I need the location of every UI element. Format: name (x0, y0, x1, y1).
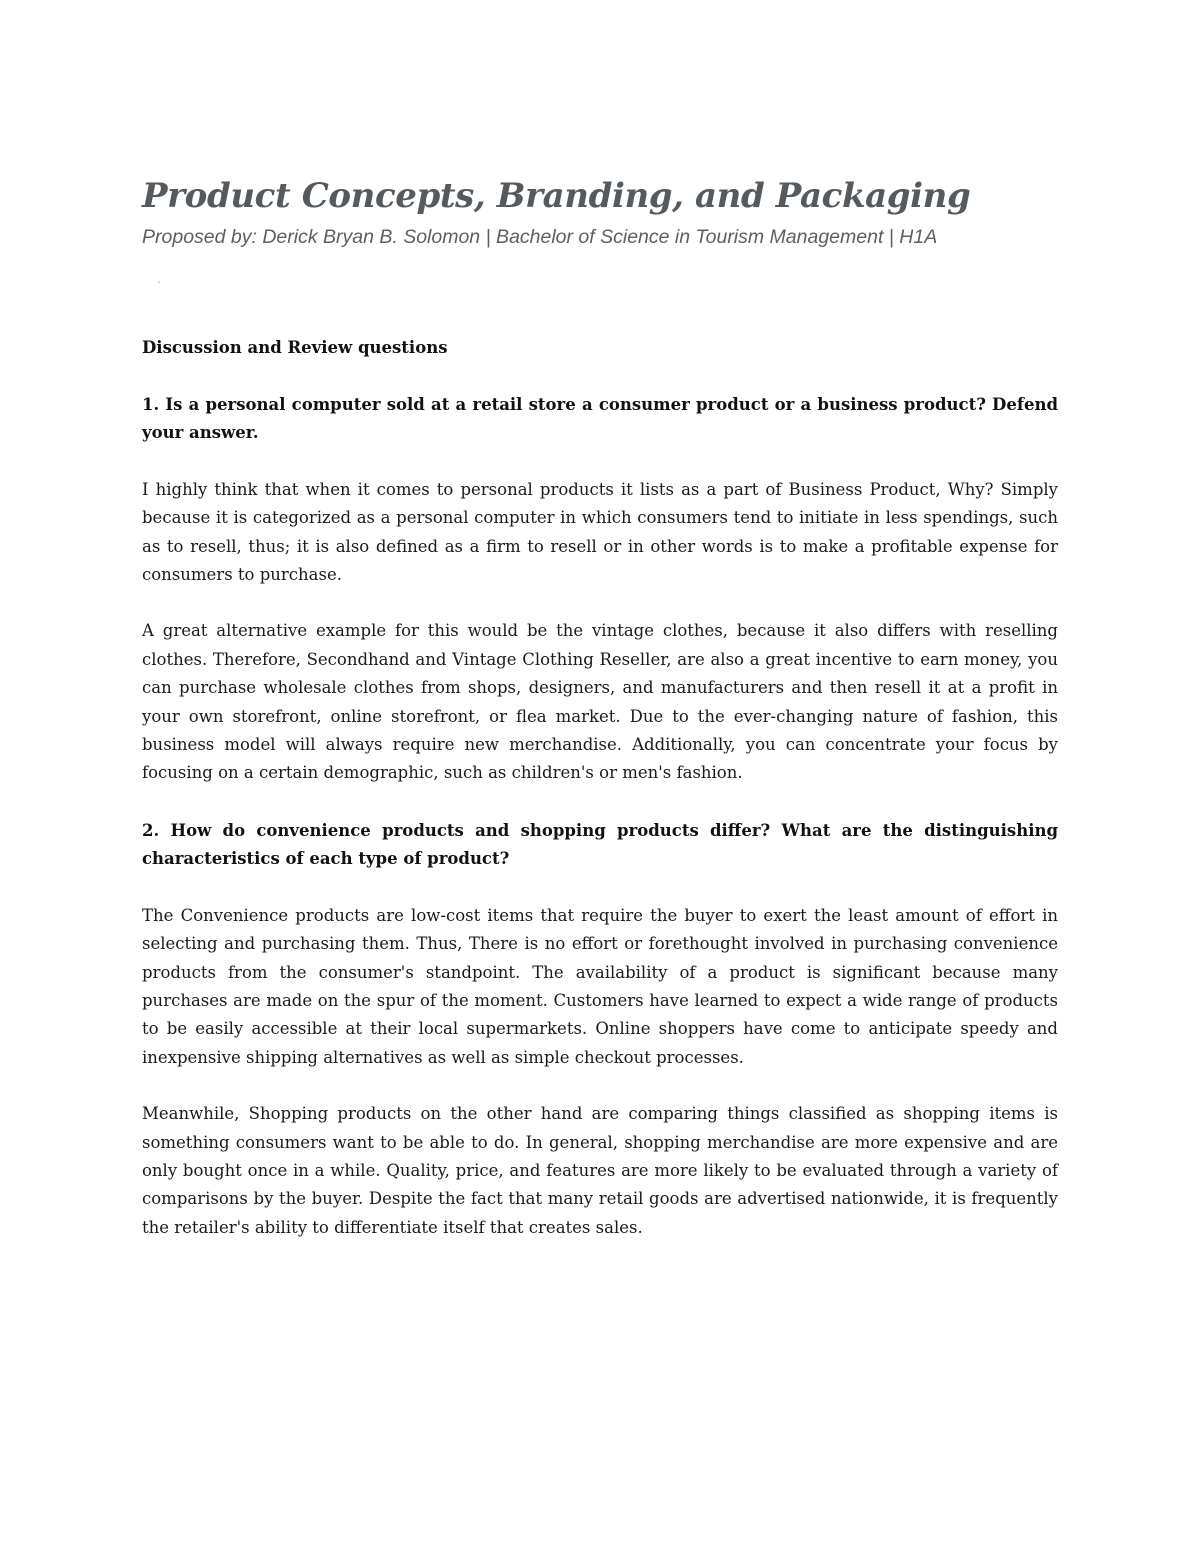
document-body (142, 170, 1058, 1242)
question-1: 1. Is a personal computer sold at a retail store a consumer product or a business product? Defend your answer. (142, 395, 1058, 443)
stray-mark: ' (158, 280, 160, 291)
document-title: Product Concepts, Branding, and Packaging (142, 176, 971, 216)
answer-paragraph: A great alternative example for this would be the vintage clothes, because it also differs with reselling clothes. Therefore, Secondhand and Vintage Clothing Reseller, are also a great incentive to earn money, you can purchase wholesale clothes from shops, designers, and manufacturers and then resell it at a profit in your own storefront, online storefront, or flea market. Due to the ever-changing nature of fashion, this business model will always require new merchandise. Additionally, you can concentrate your focus by focusing on a certain demographic, such as children's or men's fashion. (142, 621, 1058, 783)
section-heading: Discussion and Review questions (142, 338, 448, 357)
document-subtitle: Proposed by: Derick Bryan B. Solomon | Bachelor of Science in Tourism Management | H1A (142, 226, 938, 248)
answer-paragraph: I highly think that when it comes to personal products it lists as a part of Business Product, Why? Simply because it is categorized as a personal computer in which consumers tend to initiate in less spendings, such as to resell, thus; it is also defined as a firm to resell or in other words is to make a profitable expense for consumers to purchase. (142, 479, 1058, 585)
answer-paragraph: Meanwhile, Shopping products on the other hand are comparing things classified as shopping items is something consumers want to be able to do. In general, shopping merchandise are more expensive and are only bought once in a while. Quality, price, and features are more likely to be evaluated through a variety of comparisons by the buyer. Despite the fact that many retail goods are advertised nationwide, it is frequently the retailer's ability to differentiate itself that creates sales. (142, 1104, 1058, 1237)
answer-paragraph: The Convenience products are low-cost items that require the buyer to exert the least amount of effort in selecting and purchasing them. Thus, There is no effort or forethought involved in purchasing convenience products from the consumer's standpoint. The availability of a product is significant because many purchases are made on the spur of the moment. Customers have learned to expect a wide range of products to be easily accessible at their local supermarkets. Online shoppers have come to anticipate speedy and inexpensive shipping alternatives as well as simple checkout processes. (142, 905, 1058, 1067)
question-2: 2. How do convenience products and shopping products differ? What are the distinguishing characteristics of each type of product? (142, 820, 1058, 869)
